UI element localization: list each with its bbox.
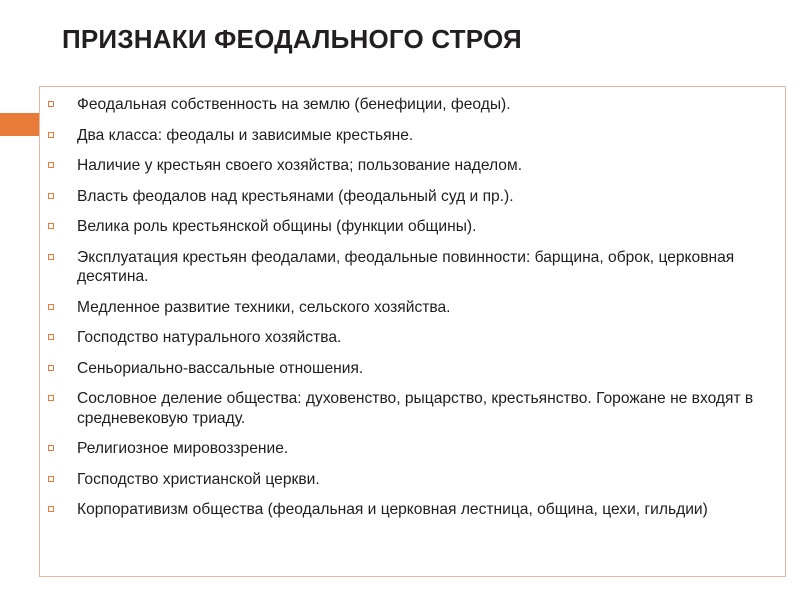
list-item-text: Медленное развитие техники, сельского хозяйства. bbox=[77, 298, 451, 316]
list-item bbox=[40, 500, 785, 520]
square-bullet-icon bbox=[48, 304, 54, 310]
list-item-text: Господство христианской церкви. bbox=[77, 470, 320, 488]
square-bullet-icon bbox=[48, 334, 54, 340]
list-item bbox=[40, 389, 785, 428]
list-item bbox=[40, 470, 785, 490]
square-bullet-icon bbox=[48, 101, 54, 107]
square-bullet-icon bbox=[48, 476, 54, 482]
list-item-text: Феодальная собственность на землю (бенефиции, феоды). bbox=[77, 96, 511, 113]
square-bullet-icon bbox=[48, 506, 54, 512]
bullet-list bbox=[40, 95, 785, 531]
list-item bbox=[40, 298, 785, 318]
square-bullet-icon bbox=[48, 132, 54, 138]
list-item-text: Эксплуатация крестьян феодалами, феодальные повинности: барщина, оброк, церковная десятина. bbox=[77, 248, 735, 285]
square-bullet-icon bbox=[48, 254, 54, 260]
list-item bbox=[40, 439, 785, 459]
list-item bbox=[40, 359, 785, 379]
list-item bbox=[40, 156, 785, 176]
list-item bbox=[40, 187, 785, 207]
list-item bbox=[40, 328, 785, 348]
square-bullet-icon bbox=[48, 223, 54, 229]
square-bullet-icon bbox=[48, 162, 54, 168]
list-item-text: Два класса: феодалы и зависимые крестьяне. bbox=[77, 126, 414, 144]
accent-bar bbox=[0, 113, 39, 136]
list-item-text: Религиозное мировоззрение. bbox=[77, 440, 289, 457]
list-item bbox=[40, 126, 785, 146]
list-item bbox=[40, 248, 785, 287]
list-item bbox=[40, 95, 785, 115]
slide-title: ПРИЗНАКИ ФЕОДАЛЬНОГО СТРОЯ bbox=[62, 24, 522, 54]
square-bullet-icon bbox=[48, 193, 54, 199]
list-item-text: Наличие у крестьян своего хозяйства; пользование наделом. bbox=[77, 157, 523, 174]
list-item-text: Сословное деление общества: духовенство, рыцарство, крестьянство. Горожане не входят в средневековую триаду. bbox=[77, 390, 754, 427]
content-box bbox=[39, 86, 786, 577]
square-bullet-icon bbox=[48, 445, 54, 451]
list-item-text: Господство натурального хозяйства. bbox=[77, 329, 342, 346]
list-item bbox=[40, 217, 785, 237]
square-bullet-icon bbox=[48, 365, 54, 371]
list-item-text: Власть феодалов над крестьянами (феодальный суд и пр.). bbox=[77, 187, 514, 205]
list-item-text: Корпоративизм общества (феодальная и церковная лестница, община, цехи, гильдии) bbox=[77, 501, 708, 518]
list-item-text: Велика роль крестьянской общины (функции общины). bbox=[77, 218, 477, 235]
square-bullet-icon bbox=[48, 395, 54, 401]
list-item-text: Сеньориально-вассальные отношения. bbox=[77, 359, 364, 377]
